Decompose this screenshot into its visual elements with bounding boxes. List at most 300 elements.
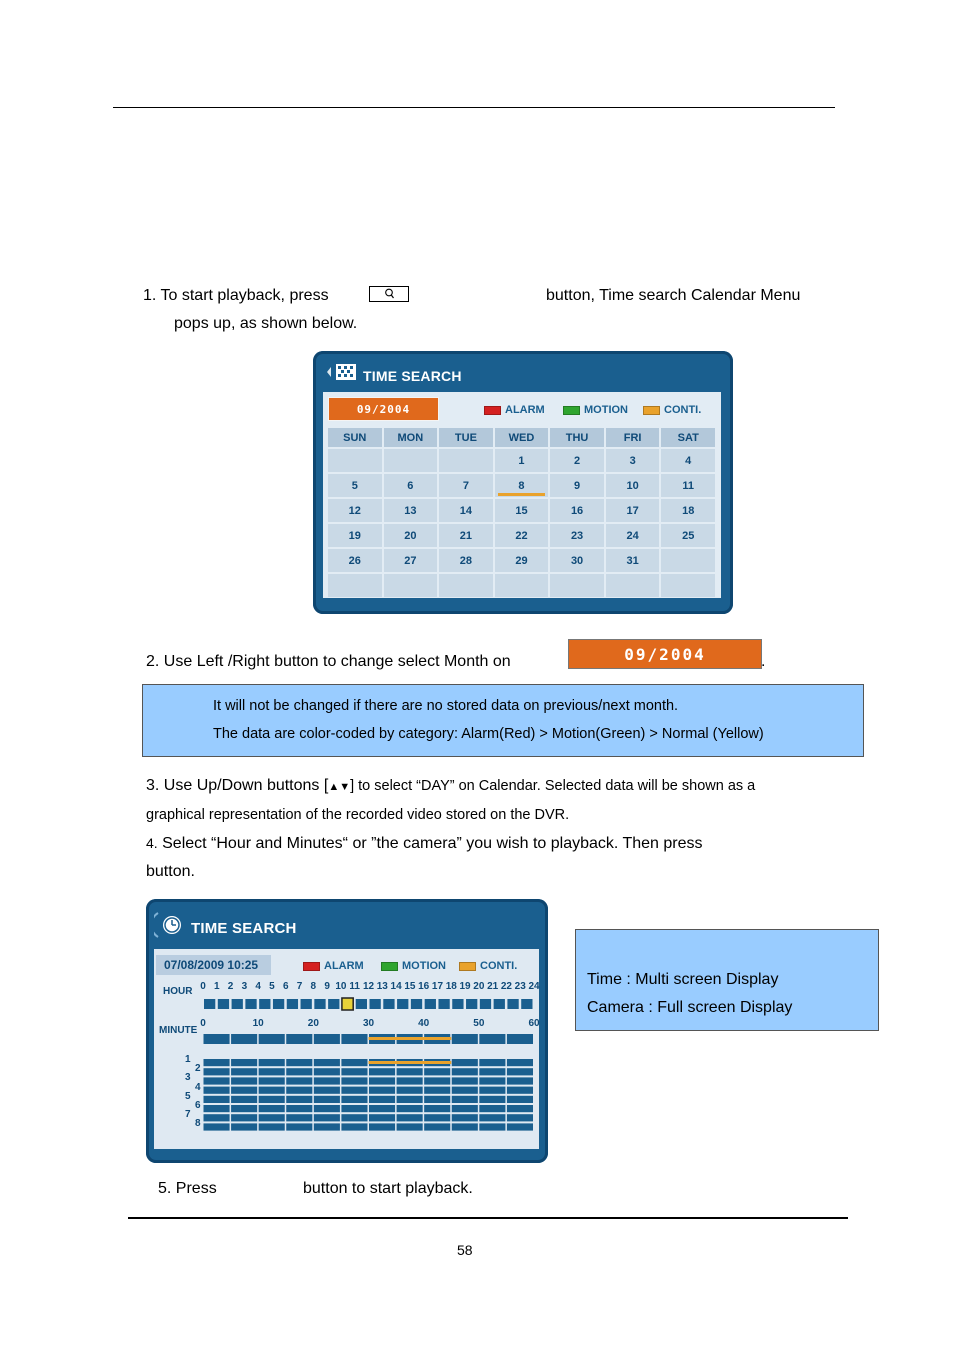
hour-cell[interactable] xyxy=(301,999,312,1009)
step1-text-end: button, Time search Calendar Menu xyxy=(546,287,801,304)
camera-timeline-cell[interactable] xyxy=(397,1087,423,1094)
camera-timeline-cell[interactable] xyxy=(424,1123,450,1130)
camera-timeline-cell[interactable] xyxy=(231,1096,257,1103)
minute-cell[interactable] xyxy=(204,1034,230,1044)
camera-timeline-cell[interactable] xyxy=(204,1123,230,1130)
note2-time-line: Time : Multi screen Display xyxy=(587,971,779,988)
camera-grid[interactable] xyxy=(203,1058,538,1134)
calendar-empty-cell xyxy=(495,574,549,597)
weekday-header: SAT xyxy=(661,428,715,447)
hour-tick-label: 6 xyxy=(282,981,289,992)
calendar-empty-cell xyxy=(606,574,660,597)
calendar-day[interactable] xyxy=(661,524,715,547)
camera-timeline-cell[interactable] xyxy=(341,1059,367,1066)
camera-number[interactable]: 4 xyxy=(195,1081,201,1093)
calendar-empty-cell xyxy=(439,449,493,472)
selected-hour-cell[interactable] xyxy=(342,998,353,1010)
hour-tick-label: 0 xyxy=(200,981,206,992)
weekday-header: THU xyxy=(550,428,604,447)
calendar-day[interactable] xyxy=(439,524,493,547)
motion-swatch xyxy=(563,406,580,415)
step2-text: 2. Use Left /Right button to change select Month on xyxy=(146,653,511,670)
legend-motion xyxy=(563,404,628,416)
hour-tick-label: 5 xyxy=(269,981,275,992)
hour-cell[interactable] xyxy=(507,999,518,1009)
minute-cell[interactable] xyxy=(452,1034,478,1044)
hour-cell[interactable] xyxy=(521,999,532,1009)
calendar-empty-cell xyxy=(384,449,438,472)
calendar-day[interactable] xyxy=(550,449,604,472)
calendar-day-number: 12 xyxy=(348,504,361,517)
minute-cell[interactable] xyxy=(286,1034,312,1044)
legend-motion-label: MOTION xyxy=(584,404,628,416)
hour-cell[interactable] xyxy=(204,999,215,1009)
hour-cell[interactable] xyxy=(383,999,394,1009)
camera-timeline-cell[interactable] xyxy=(314,1096,340,1103)
camera-timeline-cell[interactable] xyxy=(507,1114,533,1121)
hour-cell[interactable] xyxy=(328,999,339,1009)
calendar-day[interactable] xyxy=(606,549,660,572)
minute-tick-label: 30 xyxy=(362,1018,375,1029)
tl-conti-swatch xyxy=(459,962,476,971)
hour-tick-label: 1 xyxy=(214,981,220,992)
camera-timeline-cell[interactable] xyxy=(341,1068,367,1075)
minute-cell[interactable] xyxy=(231,1034,257,1044)
minute-tick-label: 50 xyxy=(473,1018,485,1029)
camera-timeline-cell[interactable] xyxy=(314,1059,340,1066)
time-search-timeline-window xyxy=(146,899,548,1163)
camera-timeline-cell[interactable] xyxy=(286,1059,312,1066)
hour-bar[interactable] xyxy=(203,997,538,1011)
minute-cell[interactable] xyxy=(259,1034,285,1044)
camera-timeline-cell[interactable] xyxy=(259,1077,285,1084)
calendar-day-number: 25 xyxy=(682,529,695,542)
hour-tick-label: 11 xyxy=(349,981,360,992)
hour-cell[interactable] xyxy=(425,999,436,1009)
camera-timeline-cell[interactable] xyxy=(286,1105,312,1112)
minute-tick-label: 20 xyxy=(307,1018,319,1029)
camera-timeline-cell[interactable] xyxy=(479,1077,505,1084)
camera-timeline-cell[interactable] xyxy=(452,1105,478,1112)
calendar-day-number: 30 xyxy=(570,554,584,567)
calendar-month-selector[interactable]: 09/2004 xyxy=(328,397,439,421)
camera-timeline-cell[interactable] xyxy=(369,1077,395,1084)
camera-timeline-cell[interactable] xyxy=(204,1068,230,1075)
calendar-day[interactable] xyxy=(550,549,604,572)
camera-timeline-cell[interactable] xyxy=(479,1123,505,1130)
tl-motion-swatch xyxy=(381,962,398,971)
camera-timeline-cell[interactable] xyxy=(231,1114,257,1121)
note-box-month xyxy=(142,684,864,757)
calendar-day-number: 22 xyxy=(515,529,528,542)
timeline-window-title: TIME SEARCH xyxy=(191,920,297,937)
note2-camera-line: Camera : Full screen Display xyxy=(587,999,793,1016)
tl-alarm-swatch xyxy=(303,962,320,971)
tl-legend-motion xyxy=(381,960,446,972)
calendar-day-number: 13 xyxy=(404,504,417,517)
weekday-header: MON xyxy=(384,428,438,447)
calendar-day[interactable] xyxy=(439,549,493,572)
hour-tick-label: 16 xyxy=(418,981,430,992)
calendar-day-number: 28 xyxy=(459,554,473,567)
camera-timeline-cell[interactable] xyxy=(231,1105,257,1112)
camera-timeline-cell[interactable] xyxy=(452,1059,478,1066)
calendar-day-number: 23 xyxy=(570,529,584,542)
camera-timeline-cell[interactable] xyxy=(507,1068,533,1075)
weekday-header: TUE xyxy=(439,428,493,447)
weekday-header: SUN xyxy=(328,428,382,447)
calendar-day[interactable] xyxy=(384,474,438,497)
hour-tick-label: 12 xyxy=(362,981,375,992)
camera-timeline-cell[interactable] xyxy=(341,1123,367,1130)
calendar-day[interactable] xyxy=(606,449,660,472)
calendar-day[interactable] xyxy=(384,524,438,547)
calendar-day-number: 4 xyxy=(685,454,692,467)
step5-text-end: button to start playback. xyxy=(303,1180,473,1197)
hour-tick-label: 2 xyxy=(227,981,234,992)
tl-legend-conti-label: CONTI. xyxy=(480,960,518,972)
calendar-day-number: 9 xyxy=(574,479,581,492)
minute-tick-label: 10 xyxy=(252,1018,264,1029)
minute-bar[interactable] xyxy=(203,1032,538,1046)
calendar-day-number: 1 xyxy=(518,454,525,467)
calendar-day-number: 16 xyxy=(570,504,584,517)
legend-alarm-label: ALARM xyxy=(505,404,545,416)
camera-timeline-cell[interactable] xyxy=(204,1059,230,1066)
camera-timeline-cell[interactable] xyxy=(231,1068,257,1075)
hour-cell[interactable] xyxy=(397,999,408,1009)
camera-number[interactable]: 6 xyxy=(195,1100,201,1111)
camera-timeline-cell[interactable] xyxy=(507,1059,533,1066)
camera-timeline-cell[interactable] xyxy=(314,1105,340,1112)
calendar-day[interactable] xyxy=(495,524,549,547)
camera-timeline-cell[interactable] xyxy=(259,1096,285,1103)
step4-number: 4. xyxy=(146,835,158,851)
camera-timeline-cell[interactable] xyxy=(397,1114,423,1121)
camera-number[interactable]: 2 xyxy=(195,1063,201,1075)
calendar-day[interactable] xyxy=(328,499,382,522)
minute-recording-bar xyxy=(369,1037,452,1040)
hour-cell[interactable] xyxy=(411,999,422,1009)
minute-tick-label: 40 xyxy=(418,1018,430,1029)
camera-timeline-cell[interactable] xyxy=(204,1105,230,1112)
calendar-day[interactable] xyxy=(439,499,493,522)
weekday-header: WED xyxy=(495,428,549,447)
calendar-day-number: 6 xyxy=(407,479,414,492)
camera-timeline-cell[interactable] xyxy=(259,1068,285,1075)
hour-cell[interactable] xyxy=(452,999,463,1009)
camera-timeline-cell[interactable] xyxy=(314,1087,340,1094)
camera-timeline-cell[interactable] xyxy=(424,1096,450,1103)
camera-timeline-cell[interactable] xyxy=(259,1114,285,1121)
camera-timeline-cell[interactable] xyxy=(204,1096,230,1103)
hour-cell[interactable] xyxy=(287,999,298,1009)
calendar-day-number: 11 xyxy=(682,479,695,492)
calendar-empty-cell xyxy=(384,574,438,597)
hour-cell[interactable] xyxy=(245,999,256,1009)
calendar-empty-cell xyxy=(550,574,604,597)
hour-tick-label: 4 xyxy=(255,981,261,992)
step3-text xyxy=(146,776,755,797)
hour-tick-label: 3 xyxy=(241,981,248,992)
camera-timeline-cell[interactable] xyxy=(479,1059,505,1066)
page-number: 58 xyxy=(457,1242,473,1258)
camera-timeline-cell[interactable] xyxy=(204,1077,230,1084)
calendar-day-number: 3 xyxy=(629,454,636,467)
camera-timeline-cell[interactable] xyxy=(369,1123,395,1130)
calendar-empty-cell xyxy=(439,574,493,597)
camera-timeline-cell[interactable] xyxy=(479,1087,505,1094)
hour-tick-label: 9 xyxy=(324,981,330,992)
hour-tick-label: 7 xyxy=(296,981,303,992)
calendar-day-number: 24 xyxy=(626,529,639,542)
calendar-day[interactable] xyxy=(550,499,604,522)
camera-number[interactable]: 5 xyxy=(185,1090,191,1102)
legend-conti-label: CONTI. xyxy=(664,404,702,416)
hour-cell[interactable] xyxy=(494,999,505,1009)
tl-legend-motion-label: MOTION xyxy=(402,960,446,972)
calendar-day[interactable] xyxy=(495,499,549,522)
camera-timeline-cell[interactable] xyxy=(231,1059,257,1066)
minute-cell[interactable] xyxy=(341,1034,367,1044)
camera-timeline-cell[interactable] xyxy=(507,1105,533,1112)
step5-text-start: 5. Press xyxy=(158,1180,217,1197)
calendar-empty-cell xyxy=(328,449,382,472)
minute-cell[interactable] xyxy=(479,1034,505,1044)
camera-timeline-cell[interactable] xyxy=(369,1114,395,1121)
camera-timeline-cell[interactable] xyxy=(259,1087,285,1094)
camera-timeline-cell[interactable] xyxy=(259,1123,285,1130)
camera-timeline-cell[interactable] xyxy=(479,1114,505,1121)
hour-cell[interactable] xyxy=(480,999,491,1009)
camera-timeline-cell[interactable] xyxy=(341,1105,367,1112)
legend-alarm xyxy=(484,404,545,416)
time-search-calendar-icon xyxy=(327,363,357,381)
camera-timeline-cell[interactable] xyxy=(314,1123,340,1130)
calendar-day[interactable] xyxy=(550,524,604,547)
camera-timeline-cell[interactable] xyxy=(424,1068,450,1075)
camera-timeline-cell[interactable] xyxy=(452,1068,478,1075)
camera-timeline-cell[interactable] xyxy=(479,1068,505,1075)
calendar-day[interactable] xyxy=(328,474,382,497)
calendar-day-number: 18 xyxy=(682,504,695,517)
calendar-day-number: 20 xyxy=(404,529,417,542)
camera-timeline-cell[interactable] xyxy=(369,1068,395,1075)
camera-number[interactable]: 3 xyxy=(185,1072,191,1084)
step3-text-end: ] to select “DAY” on Calendar. Selected data will be shown as a xyxy=(350,778,756,794)
camera-timeline-cell[interactable] xyxy=(204,1087,230,1094)
hour-tick-label: 19 xyxy=(459,981,471,992)
camera-timeline-cell[interactable] xyxy=(507,1087,533,1094)
legend-conti xyxy=(643,404,701,416)
calendar-empty-cell xyxy=(328,574,382,597)
camera-timeline-cell[interactable] xyxy=(259,1105,285,1112)
hour-cell[interactable] xyxy=(356,999,367,1009)
camera-timeline-cell[interactable] xyxy=(397,1105,423,1112)
weekday-header: FRI xyxy=(606,428,660,447)
calendar-day[interactable] xyxy=(384,499,438,522)
camera-timeline-cell[interactable] xyxy=(397,1123,423,1130)
hour-tick-label: 22 xyxy=(500,981,512,992)
camera-timeline-cell[interactable] xyxy=(231,1077,257,1084)
calendar-day-number: 26 xyxy=(348,554,361,567)
header-rule xyxy=(113,107,835,108)
camera-timeline-cell[interactable] xyxy=(341,1114,367,1121)
hour-cell[interactable] xyxy=(370,999,381,1009)
camera-timeline-cell[interactable] xyxy=(479,1105,505,1112)
tl-legend-alarm xyxy=(303,960,364,972)
hour-tick-label: 8 xyxy=(310,981,317,992)
calendar-day[interactable] xyxy=(606,499,660,522)
up-down-arrows-icon: ▲▼ xyxy=(328,781,351,793)
camera-timeline-cell[interactable] xyxy=(479,1096,505,1103)
calendar-day[interactable] xyxy=(328,524,382,547)
camera-timeline-cell[interactable] xyxy=(507,1123,533,1130)
hour-cell[interactable] xyxy=(259,999,270,1009)
note1-line1: It will not be changed if there are no stored data on previous/next month. xyxy=(213,698,679,714)
hour-tick-label: 18 xyxy=(445,981,457,992)
calendar-day[interactable] xyxy=(439,474,493,497)
hour-tick-label: 20 xyxy=(473,981,485,992)
calendar-day-number: 29 xyxy=(515,554,528,567)
calendar-day-number: 5 xyxy=(351,479,358,492)
calendar-window-title: TIME SEARCH xyxy=(363,368,462,384)
clock-icon xyxy=(154,909,184,941)
camera-timeline-cell[interactable] xyxy=(341,1096,367,1103)
calendar-day-number: 17 xyxy=(626,504,639,517)
alarm-swatch xyxy=(484,406,501,415)
hour-cell[interactable] xyxy=(466,999,477,1009)
conti-swatch xyxy=(643,406,660,415)
step3-text-start: 3. Use Up/Down buttons [ xyxy=(146,777,329,794)
camera1-recording-bar xyxy=(369,1061,452,1064)
camera-timeline-cell[interactable] xyxy=(452,1077,478,1084)
camera-timeline-cell[interactable] xyxy=(369,1087,395,1094)
hour-cell[interactable] xyxy=(314,999,325,1009)
calendar-day[interactable] xyxy=(661,474,715,497)
calendar-day[interactable] xyxy=(606,474,660,497)
camera-timeline-cell[interactable] xyxy=(314,1077,340,1084)
camera-timeline-cell[interactable] xyxy=(397,1096,423,1103)
camera-timeline-cell[interactable] xyxy=(452,1123,478,1130)
calendar-day-number: 8 xyxy=(518,479,525,492)
calendar-empty-cell xyxy=(661,574,715,597)
calendar-day[interactable] xyxy=(495,474,549,497)
tl-legend-conti xyxy=(459,960,517,972)
camera-timeline-cell[interactable] xyxy=(286,1068,312,1075)
camera-timeline-cell[interactable] xyxy=(424,1077,450,1084)
step4-text-body: Select “Hour and Minutes“ or ”the camera” you wish to playback. Then press xyxy=(157,835,703,852)
calendar-grid xyxy=(328,428,715,597)
calendar-day-number: 19 xyxy=(348,529,361,542)
minute-label: MINUTE xyxy=(159,1025,198,1036)
note-box-playback-mode xyxy=(575,929,879,1031)
hour-cell[interactable] xyxy=(438,999,449,1009)
calendar-day-number: 15 xyxy=(515,504,528,517)
camera-timeline-cell[interactable] xyxy=(314,1068,340,1075)
search-button-icon xyxy=(369,286,409,302)
calendar-day[interactable] xyxy=(661,449,715,472)
camera-timeline-cell[interactable] xyxy=(341,1087,367,1094)
camera-timeline-cell[interactable] xyxy=(369,1105,395,1112)
camera-timeline-cell[interactable] xyxy=(424,1105,450,1112)
camera-timeline-cell[interactable] xyxy=(507,1077,533,1084)
camera-timeline-cell[interactable] xyxy=(231,1123,257,1130)
hour-cell[interactable] xyxy=(232,999,243,1009)
camera-timeline-cell[interactable] xyxy=(286,1114,312,1121)
camera-timeline-cell[interactable] xyxy=(286,1123,312,1130)
camera-timeline-cell[interactable] xyxy=(397,1068,423,1075)
camera-number[interactable]: 7 xyxy=(185,1109,191,1121)
camera-number[interactable]: 1 xyxy=(185,1054,191,1065)
calendar-day-number: 14 xyxy=(459,504,473,517)
camera-timeline-cell[interactable] xyxy=(286,1096,312,1103)
step4-line2: button. xyxy=(146,863,195,880)
month-banner: 09/2004 xyxy=(568,639,762,669)
camera-timeline-cell[interactable] xyxy=(424,1114,450,1121)
hour-tick-label: 21 xyxy=(487,981,499,992)
calendar-day-number: 31 xyxy=(626,554,639,567)
calendar-day[interactable] xyxy=(495,549,549,572)
timeline-datetime[interactable]: 07/08/2009 10:25 xyxy=(156,955,271,975)
time-search-calendar-window xyxy=(313,351,733,614)
footer-rule xyxy=(128,1217,848,1219)
minute-cell[interactable] xyxy=(314,1034,340,1044)
camera-timeline-cell[interactable] xyxy=(341,1077,367,1084)
minute-tick-label: 0 xyxy=(200,1018,206,1029)
calendar-day[interactable] xyxy=(606,524,660,547)
camera-timeline-cell[interactable] xyxy=(507,1096,533,1103)
camera-timeline-cell[interactable] xyxy=(314,1114,340,1121)
step4-text xyxy=(146,833,703,854)
hour-tick-label: 24 xyxy=(528,981,540,992)
hour-tick-label: 17 xyxy=(431,981,444,992)
step1-text-line2: pops up, as shown below. xyxy=(174,315,358,332)
camera-timeline-cell[interactable] xyxy=(286,1077,312,1084)
calendar-day[interactable] xyxy=(661,499,715,522)
hour-tick-label: 14 xyxy=(390,981,402,992)
step2-period: . xyxy=(761,653,766,670)
step1-text-start: 1. To start playback, press xyxy=(143,287,329,304)
camera-timeline-cell[interactable] xyxy=(452,1096,478,1103)
camera-timeline-cell[interactable] xyxy=(452,1087,478,1094)
calendar-day-number: 2 xyxy=(574,454,581,467)
hour-cell[interactable] xyxy=(218,999,229,1009)
camera-timeline-cell[interactable] xyxy=(369,1096,395,1103)
calendar-empty-cell xyxy=(661,549,715,572)
calendar-day-number: 27 xyxy=(404,554,417,567)
camera-timeline-cell[interactable] xyxy=(452,1114,478,1121)
camera-number[interactable]: 8 xyxy=(195,1118,201,1130)
hour-cell[interactable] xyxy=(273,999,284,1009)
camera-timeline-cell[interactable] xyxy=(259,1059,285,1066)
camera-timeline-cell[interactable] xyxy=(397,1077,423,1084)
camera-timeline-cell[interactable] xyxy=(231,1087,257,1094)
camera-timeline-cell[interactable] xyxy=(424,1087,450,1094)
minute-cell[interactable] xyxy=(507,1034,533,1044)
camera-timeline-cell[interactable] xyxy=(204,1114,230,1121)
calendar-day[interactable] xyxy=(550,474,604,497)
camera-timeline-cell[interactable] xyxy=(286,1087,312,1094)
hour-tick-label: 10 xyxy=(335,981,347,992)
calendar-day[interactable] xyxy=(384,549,438,572)
calendar-day[interactable] xyxy=(328,549,382,572)
calendar-day[interactable] xyxy=(495,449,549,472)
step3-line2: graphical representation of the recorded video stored on the DVR. xyxy=(146,807,570,823)
calendar-day-number: 7 xyxy=(462,479,469,492)
hour-tick-label: 13 xyxy=(376,981,388,992)
minute-tick-label: 60 xyxy=(528,1018,540,1029)
